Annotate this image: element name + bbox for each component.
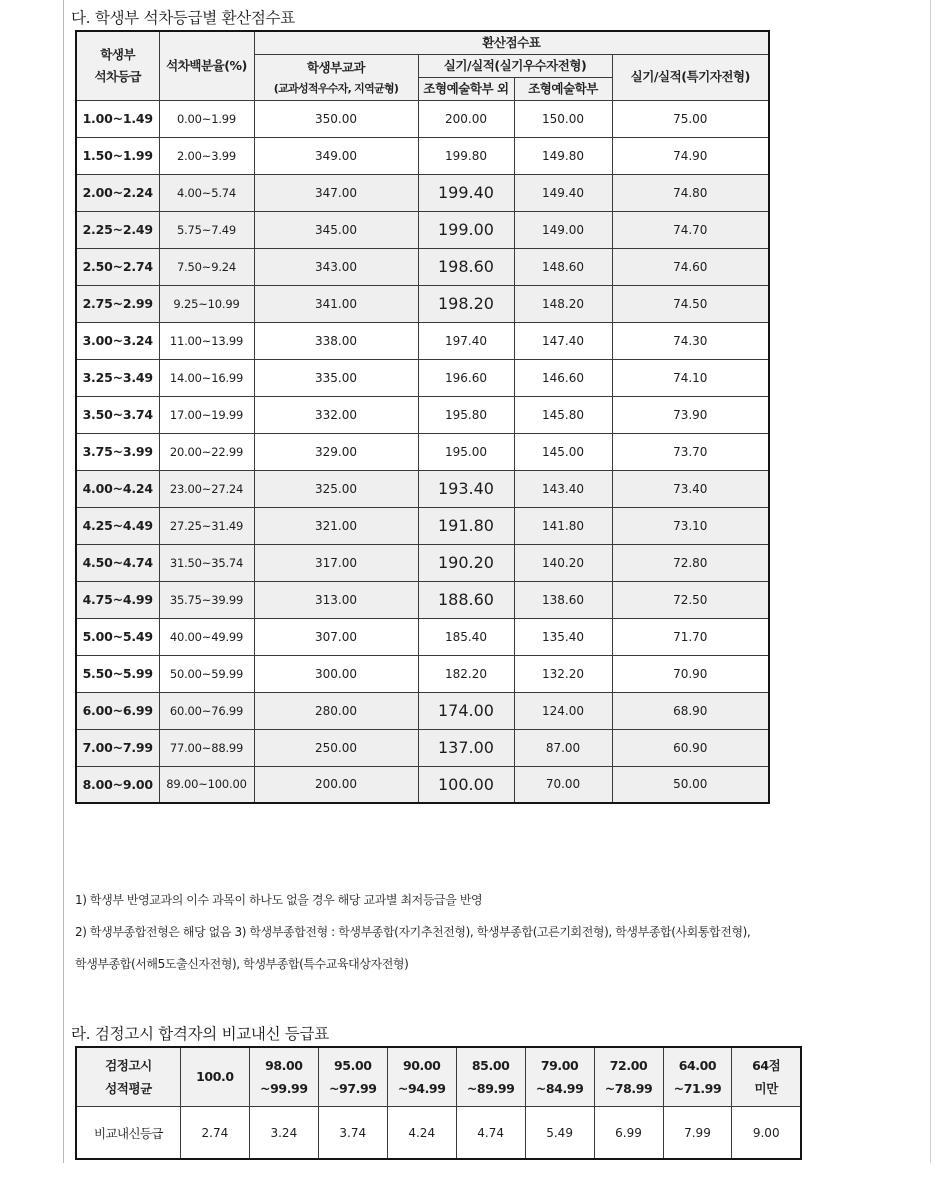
cell-special: 74.70 (612, 211, 769, 248)
cell-practical-a: 185.40 (418, 618, 514, 655)
cell-special: 74.50 (612, 285, 769, 322)
cell-practical-a: 195.80 (418, 396, 514, 433)
ged-header-cell (387, 1047, 456, 1107)
ged-header-cell-bottom: ~78.99 (604, 1081, 653, 1096)
ged-header-cell-top: 79.00 (540, 1057, 579, 1073)
cell-grade: 1.00~1.49 (76, 100, 159, 137)
ged-header-cell (663, 1047, 732, 1107)
cell-subject: 280.00 (254, 692, 418, 729)
cell-percentile: 20.00~22.99 (159, 433, 254, 470)
header-practical-special: 실기/실적(특기자전형) (612, 54, 769, 100)
ged-row-label: 비교내신등급 (76, 1107, 180, 1160)
cell-practical-a: 137.00 (418, 729, 514, 766)
ged-header-cell-top: 64.00 (678, 1057, 717, 1073)
ged-value-cell: 5.49 (525, 1107, 594, 1160)
cell-subject: 347.00 (254, 174, 418, 211)
cell-grade: 7.00~7.99 (76, 729, 159, 766)
ged-table-body (76, 1107, 801, 1160)
cell-special: 71.70 (612, 618, 769, 655)
ged-header-cell-top: 85.00 (471, 1057, 510, 1073)
table-row (76, 692, 769, 729)
ged-header-cell-bottom: ~84.99 (535, 1081, 584, 1096)
cell-special: 74.10 (612, 359, 769, 396)
cell-subject: 329.00 (254, 433, 418, 470)
ged-header-cell-top: 64점 (752, 1057, 781, 1073)
cell-percentile: 0.00~1.99 (159, 100, 254, 137)
cell-practical-a: 182.20 (418, 655, 514, 692)
cell-grade: 3.75~3.99 (76, 433, 159, 470)
cell-special: 50.00 (612, 766, 769, 803)
cell-subject: 321.00 (254, 507, 418, 544)
ged-header-cell-top: 72.00 (609, 1057, 648, 1073)
cell-practical-b: 149.40 (514, 174, 612, 211)
table-row (76, 766, 769, 803)
cell-practical-a: 191.80 (418, 507, 514, 544)
score-table-head (76, 31, 769, 100)
header-grade-line2: 석차등급 (94, 68, 141, 84)
cell-practical-b: 124.00 (514, 692, 612, 729)
cell-practical-b: 149.00 (514, 211, 612, 248)
section-heading-ged-table: 라. 검정고시 합격자의 비교내신 등급표 (71, 1025, 329, 1043)
cell-practical-b: 150.00 (514, 100, 612, 137)
cell-percentile: 7.50~9.24 (159, 248, 254, 285)
ged-value-cell: 4.74 (456, 1107, 525, 1160)
cell-practical-a: 198.20 (418, 285, 514, 322)
cell-percentile: 11.00~13.99 (159, 322, 254, 359)
ged-header-label-line1: 검정고시 (105, 1057, 152, 1073)
cell-percentile: 4.00~5.74 (159, 174, 254, 211)
header-practical-col-a: 조형예술학부 외 (418, 77, 514, 100)
ged-header-cell-top: 100.0 (196, 1069, 234, 1085)
cell-percentile: 40.00~49.99 (159, 618, 254, 655)
header-grade (76, 31, 159, 100)
cell-practical-b: 148.20 (514, 285, 612, 322)
header-practical-excellent: 실기/실적(실기우수자전형) (418, 54, 612, 77)
ged-value-cell: 7.99 (663, 1107, 732, 1160)
header-grade-line1: 학생부 (100, 46, 136, 62)
ged-header-cell (249, 1047, 318, 1107)
header-conversion-group: 환산점수표 (254, 31, 769, 54)
table-row (76, 729, 769, 766)
footnotes-block (75, 884, 944, 980)
cell-subject: 325.00 (254, 470, 418, 507)
cell-percentile: 27.25~31.49 (159, 507, 254, 544)
ged-value-row (76, 1107, 801, 1160)
table-row (76, 581, 769, 618)
cell-percentile: 23.00~27.24 (159, 470, 254, 507)
header-subject-sub: (교과성적우수자, 지역균형) (273, 81, 399, 95)
cell-special: 74.80 (612, 174, 769, 211)
cell-subject: 300.00 (254, 655, 418, 692)
ged-header-cell-top: 98.00 (265, 1057, 303, 1073)
cell-grade: 2.25~2.49 (76, 211, 159, 248)
cell-special: 73.10 (612, 507, 769, 544)
ged-value-cell: 3.24 (249, 1107, 318, 1160)
cell-subject: 345.00 (254, 211, 418, 248)
header-subject-main: 학생부교과 (306, 59, 366, 75)
cell-grade: 8.00~9.00 (76, 766, 159, 803)
table-row (76, 618, 769, 655)
cell-practical-b: 146.60 (514, 359, 612, 396)
ged-table-head (76, 1047, 801, 1107)
cell-practical-a: 188.60 (418, 581, 514, 618)
ged-header-cell (456, 1047, 525, 1107)
left-margin-rule (63, 0, 64, 1163)
table-row (76, 433, 769, 470)
cell-practical-b: 138.60 (514, 581, 612, 618)
cell-percentile: 89.00~100.00 (159, 766, 254, 803)
table-row (76, 174, 769, 211)
cell-practical-a: 196.60 (418, 359, 514, 396)
score-table-header-row-1 (76, 31, 769, 54)
cell-special: 72.50 (612, 581, 769, 618)
cell-practical-a: 199.40 (418, 174, 514, 211)
cell-special: 74.90 (612, 137, 769, 174)
ged-header-cell-bottom: ~99.99 (260, 1081, 308, 1096)
ged-header-cell (732, 1047, 801, 1107)
cell-percentile: 14.00~16.99 (159, 359, 254, 396)
cell-subject: 200.00 (254, 766, 418, 803)
cell-special: 73.70 (612, 433, 769, 470)
table-row (76, 359, 769, 396)
cell-practical-a-highlighted[interactable]: 100.00 (418, 766, 514, 803)
cell-practical-b: 147.40 (514, 322, 612, 359)
ged-header-label-line2: 성적평균 (105, 1081, 152, 1096)
cell-practical-a: 198.60 (418, 248, 514, 285)
ged-value-cell: 4.24 (387, 1107, 456, 1160)
cell-special: 74.30 (612, 322, 769, 359)
right-margin-rule (930, 0, 931, 1163)
cell-practical-a: 199.80 (418, 137, 514, 174)
cell-special: 74.60 (612, 248, 769, 285)
ged-header-cell (594, 1047, 663, 1107)
ged-header-label (76, 1047, 180, 1107)
cell-percentile: 35.75~39.99 (159, 581, 254, 618)
cell-practical-b: 132.20 (514, 655, 612, 692)
cell-grade: 2.00~2.24 (76, 174, 159, 211)
cell-subject: 307.00 (254, 618, 418, 655)
cell-special: 68.90 (612, 692, 769, 729)
table-row (76, 100, 769, 137)
cell-percentile: 17.00~19.99 (159, 396, 254, 433)
cell-grade: 3.50~3.74 (76, 396, 159, 433)
ged-header-cell-bottom: ~97.99 (328, 1081, 377, 1096)
cell-subject: 349.00 (254, 137, 418, 174)
cell-special: 75.00 (612, 100, 769, 137)
cell-percentile: 50.00~59.99 (159, 655, 254, 692)
cell-percentile: 31.50~35.74 (159, 544, 254, 581)
cell-grade: 4.00~4.24 (76, 470, 159, 507)
cell-special: 73.90 (612, 396, 769, 433)
cell-practical-b: 145.80 (514, 396, 612, 433)
cell-subject: 313.00 (254, 581, 418, 618)
cell-practical-b: 87.00 (514, 729, 612, 766)
header-percentile: 석차백분율(%) (159, 31, 254, 100)
cell-grade: 1.50~1.99 (76, 137, 159, 174)
cell-percentile: 60.00~76.99 (159, 692, 254, 729)
cell-practical-a: 174.00 (418, 692, 514, 729)
cell-subject: 335.00 (254, 359, 418, 396)
cell-subject: 341.00 (254, 285, 418, 322)
cell-practical-b: 141.80 (514, 507, 612, 544)
cell-subject: 343.00 (254, 248, 418, 285)
cell-practical-b: 135.40 (514, 618, 612, 655)
ged-header-cell-top: 90.00 (402, 1057, 441, 1073)
cell-subject: 350.00 (254, 100, 418, 137)
table-row (76, 322, 769, 359)
section-heading-score-table: 다. 학생부 석차등급별 환산점수표 (71, 9, 295, 27)
cell-subject: 338.00 (254, 322, 418, 359)
ged-value-cell: 3.74 (318, 1107, 387, 1160)
ged-value-cell: 6.99 (594, 1107, 663, 1160)
cell-grade: 6.00~6.99 (76, 692, 159, 729)
cell-practical-a: 200.00 (418, 100, 514, 137)
ged-header-cell-bottom: ~94.99 (397, 1081, 446, 1096)
cell-grade: 4.50~4.74 (76, 544, 159, 581)
cell-practical-b: 140.20 (514, 544, 612, 581)
cell-practical-b: 143.40 (514, 470, 612, 507)
table-row (76, 507, 769, 544)
ged-header-cell-top: 95.00 (334, 1057, 372, 1073)
ged-header-cell-bottom: 미만 (754, 1081, 778, 1096)
table-row (76, 544, 769, 581)
cell-percentile: 2.00~3.99 (159, 137, 254, 174)
cell-practical-b: 145.00 (514, 433, 612, 470)
cell-practical-a: 190.20 (418, 544, 514, 581)
table-row (76, 285, 769, 322)
cell-practical-b: 149.80 (514, 137, 612, 174)
cell-practical-b: 70.00 (514, 766, 612, 803)
cell-percentile: 77.00~88.99 (159, 729, 254, 766)
table-row (76, 248, 769, 285)
cell-subject: 317.00 (254, 544, 418, 581)
cell-grade: 5.50~5.99 (76, 655, 159, 692)
cell-grade: 2.50~2.74 (76, 248, 159, 285)
cell-practical-a: 193.40 (418, 470, 514, 507)
cell-grade: 4.75~4.99 (76, 581, 159, 618)
score-conversion-table (75, 30, 770, 804)
cell-percentile: 9.25~10.99 (159, 285, 254, 322)
table-row (76, 655, 769, 692)
ged-value-cell: 2.74 (180, 1107, 249, 1160)
table-row (76, 211, 769, 248)
cell-grade: 4.25~4.49 (76, 507, 159, 544)
ged-value-cell: 9.00 (732, 1107, 801, 1160)
cell-special: 70.90 (612, 655, 769, 692)
ged-header-cell-bottom: ~71.99 (673, 1081, 722, 1096)
cell-practical-a: 195.00 (418, 433, 514, 470)
cell-special: 60.90 (612, 729, 769, 766)
footnote-3: 학생부종합(서해5도출신자전형), 학생부종합(특수교육대상자전형) (75, 957, 409, 971)
header-subject (254, 54, 418, 100)
cell-grade: 3.00~3.24 (76, 322, 159, 359)
cell-special: 73.40 (612, 470, 769, 507)
ged-header-cell (180, 1047, 249, 1107)
score-table-body (76, 100, 769, 803)
ged-comparison-table (75, 1046, 802, 1160)
table-row (76, 396, 769, 433)
cell-special: 72.80 (612, 544, 769, 581)
cell-practical-a: 199.00 (418, 211, 514, 248)
footnote-2: 2) 학생부종합전형은 해당 없음 3) 학생부종합전형 : 학생부종합(자기추천전형), 학생부종합(고른기회전형), 학생부종합(사회통합전형), (75, 925, 751, 939)
cell-grade: 5.00~5.49 (76, 618, 159, 655)
cell-grade: 2.75~2.99 (76, 285, 159, 322)
table-row (76, 470, 769, 507)
cell-subject: 250.00 (254, 729, 418, 766)
cell-percentile: 5.75~7.49 (159, 211, 254, 248)
cell-practical-a: 197.40 (418, 322, 514, 359)
ged-table-header-row (76, 1047, 801, 1107)
ged-header-cell (525, 1047, 594, 1107)
cell-subject: 332.00 (254, 396, 418, 433)
cell-grade: 3.25~3.49 (76, 359, 159, 396)
footnote-1: 1) 학생부 반영교과의 이수 과목이 하나도 없을 경우 해당 교과별 최저등급을 반영 (75, 893, 483, 907)
ged-header-cell-bottom: ~89.99 (466, 1081, 515, 1096)
header-practical-col-b: 조형예술학부 (514, 77, 612, 100)
ged-header-cell (318, 1047, 387, 1107)
cell-practical-b: 148.60 (514, 248, 612, 285)
table-row (76, 137, 769, 174)
